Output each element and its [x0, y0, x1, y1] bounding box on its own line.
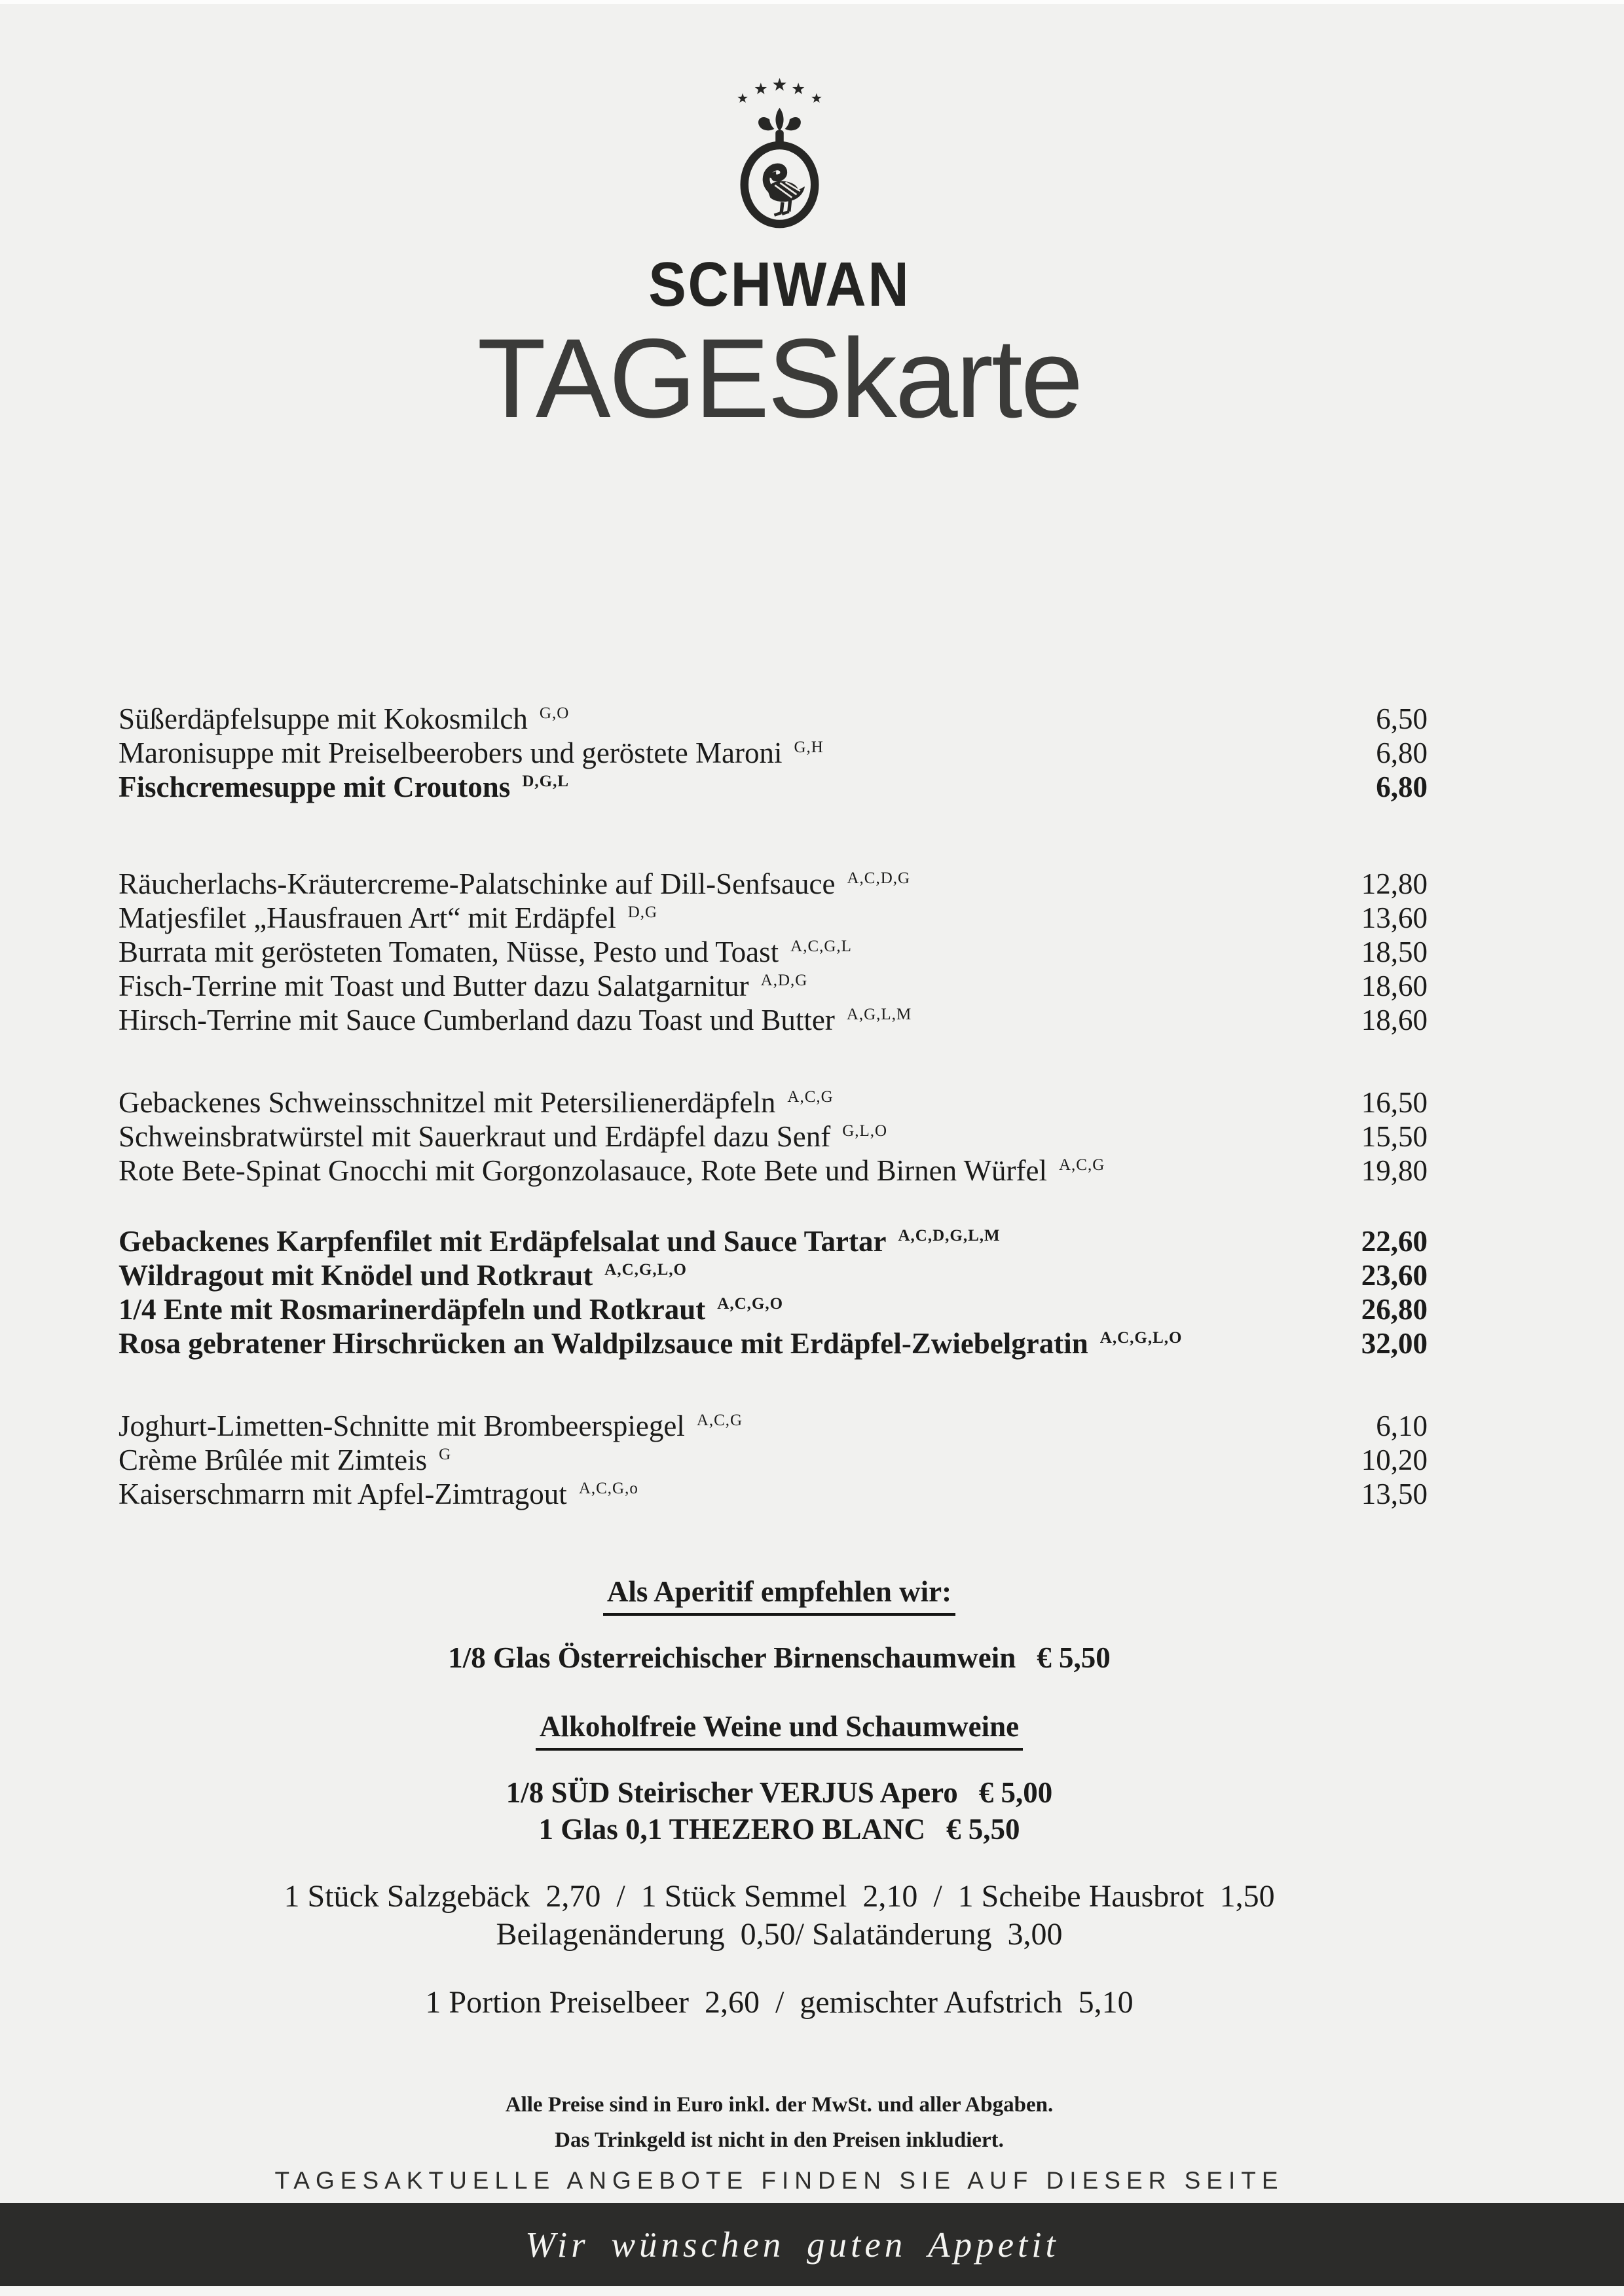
allergen-codes: A,C,G,L,O — [1099, 1328, 1183, 1347]
dish-price: 19,80 — [1361, 1154, 1428, 1187]
dish-name: Matjesfilet „Hausfrauen Art“ mit Erdäpfel — [119, 901, 616, 934]
dish-price: 16,50 — [1361, 1085, 1428, 1119]
extras-section — [0, 1878, 1559, 2022]
dish-price: 32,00 — [1361, 1326, 1428, 1360]
allergen-codes: A,C,D,G — [847, 869, 911, 887]
dish-entry — [119, 1224, 1001, 1258]
dish-name: Crème Brûlée mit Zimteis — [119, 1443, 428, 1476]
dish-entry — [119, 1258, 687, 1292]
page-title — [0, 315, 1559, 441]
dish-name: Fischcremesuppe mit Croutons — [119, 770, 511, 803]
bottom-banner-text: Wir wünschen guten Appetit — [525, 2225, 1060, 2265]
allergen-codes: A,C,G — [1058, 1156, 1105, 1174]
bottom-banner — [0, 2203, 1624, 2286]
dish-name: Joghurt-Limetten-Schnitte mit Brombeerspiegel — [119, 1409, 685, 1442]
drink-line — [0, 1811, 1559, 1848]
price-note-2: Das Trinkgeld ist nicht in den Preisen inkludiert. — [555, 2128, 1004, 2152]
dish-entry — [119, 969, 807, 1003]
dish-price: 15,50 — [1361, 1120, 1428, 1153]
dish-name: Süßerdäpfelsuppe mit Kokosmilch — [119, 702, 528, 735]
header — [0, 0, 1559, 441]
dish-entry — [119, 935, 852, 969]
allergen-codes: G,L,O — [842, 1121, 888, 1140]
allergen-codes: A,C,G,L — [790, 937, 852, 955]
dish-price: 6,80 — [1376, 770, 1428, 803]
fleur-de-lis — [758, 108, 801, 145]
menu-section-soups — [0, 702, 1559, 804]
dish-name: Wildragout mit Knödel und Rotkraut — [119, 1258, 593, 1292]
drink-label: 1 Glas 0,1 THEZERO BLANC — [538, 1812, 926, 1846]
dish-price: 26,80 — [1361, 1292, 1428, 1326]
dish-price: 13,60 — [1361, 901, 1428, 934]
dish-price: 6,50 — [1376, 702, 1428, 735]
dish-entry — [119, 1085, 834, 1120]
menu-item-row — [0, 1292, 1559, 1326]
aperitif-list — [0, 1639, 1559, 1676]
dish-name: Rosa gebratener Hirschrücken an Waldpilzsauce mit Erdäpfel-Zwiebelgratin — [119, 1326, 1088, 1360]
scan-edge — [0, 2286, 1624, 2296]
dish-name: 1/4 Ente mit Rosmarinerdäpfeln und Rotkraut — [119, 1292, 706, 1326]
price-note-1: Alle Preise sind in Euro inkl. der MwSt. und aller Abgaben. — [505, 2092, 1054, 2117]
menu-item-row — [0, 1003, 1559, 1037]
menu-section-specials — [0, 1224, 1559, 1360]
dish-name: Schweinsbratwürstel mit Sauerkraut und Erdäpfel dazu Senf — [119, 1120, 831, 1153]
menu-item-row — [0, 969, 1559, 1003]
dish-entry — [119, 1409, 743, 1443]
allergen-codes: G,H — [794, 738, 824, 756]
dish-price: 18,50 — [1361, 935, 1428, 968]
drink-label: 1/8 SÜD Steirischer VERJUS Apero — [506, 1776, 958, 1809]
dish-name: Hirsch-Terrine mit Sauce Cumberland dazu Toast und Butter — [119, 1003, 835, 1036]
swan-crest-icon — [709, 77, 850, 247]
dish-price: 13,50 — [1361, 1477, 1428, 1510]
allergen-codes: A,C,G,O — [717, 1294, 784, 1313]
menu-item-row — [0, 1224, 1559, 1258]
dish-entry — [119, 901, 657, 935]
dish-name: Rote Bete-Spinat Gnocchi mit Gorgonzolasauce, Rote Bete und Birnen Würfel — [119, 1154, 1047, 1187]
dish-entry — [119, 1326, 1182, 1360]
aperitif-heading: Als Aperitif empfehlen wir: — [603, 1574, 955, 1616]
menu-item-row — [0, 1477, 1559, 1511]
alcohol-free-section — [0, 1709, 1559, 1848]
dish-price: 18,60 — [1361, 969, 1428, 1002]
menu — [0, 702, 1559, 1511]
alcohol-free-heading: Alkoholfreie Weine und Schaumweine — [536, 1709, 1023, 1751]
dish-price: 6,10 — [1376, 1409, 1428, 1442]
allergen-codes: A,D,G — [760, 971, 808, 989]
allergen-codes: A,C,G,L,O — [604, 1260, 687, 1279]
dish-entry — [119, 1477, 638, 1511]
menu-item-row — [0, 736, 1559, 770]
drink-line — [0, 1774, 1559, 1811]
brand-wrap — [0, 251, 1559, 318]
menu-item-row — [0, 901, 1559, 935]
allergen-codes: G,O — [539, 704, 570, 722]
extras-line: 1 Stück Salzgebäck 2,70 / 1 Stück Semmel 2,10 / 1 Scheibe Hausbrot 1,50 — [284, 1878, 1275, 1914]
dish-entry — [119, 770, 569, 804]
menu-item-row — [0, 1085, 1559, 1120]
dish-entry — [119, 1003, 912, 1037]
drink-label: 1/8 Glas Österreichischer Birnenschaumwein — [448, 1641, 1016, 1674]
dish-price: 10,20 — [1361, 1443, 1428, 1476]
allergen-codes: A,C,D,G,L,M — [898, 1226, 1001, 1245]
dish-name: Burrata mit gerösteten Tomaten, Nüsse, Pesto und Toast — [119, 935, 779, 968]
price-notes — [0, 2087, 1559, 2195]
menu-item-row — [0, 770, 1559, 804]
drink-line — [0, 1639, 1559, 1676]
stars — [737, 78, 821, 103]
drink-price: € 5,50 — [946, 1812, 1020, 1846]
dish-name: Gebackenes Karpfenfilet mit Erdäpfelsalat und Sauce Tartar — [119, 1224, 887, 1258]
allergen-codes: A,C,G — [696, 1411, 743, 1429]
page-title-upper: TAGES — [477, 315, 841, 441]
dish-entry — [119, 867, 910, 901]
allergen-codes: A,C,G — [787, 1087, 834, 1106]
allergen-codes: D,G — [627, 903, 658, 921]
menu-section-desserts — [0, 1409, 1559, 1511]
dish-name: Räucherlachs-Kräutercreme-Palatschinke auf Dill-Senfsauce — [119, 867, 836, 900]
daily-offers-banner: TAGESAKTUELLE ANGEBOTE FINDEN SIE AUF DIESER SEITE — [274, 2166, 1284, 2194]
allergen-codes: A,G,L,M — [846, 1005, 912, 1023]
drink-price: € 5,50 — [1037, 1641, 1111, 1674]
dish-name: Fisch-Terrine mit Toast und Butter dazu Salatgarnitur — [119, 969, 749, 1002]
dish-entry — [119, 1154, 1105, 1188]
menu-item-row — [0, 702, 1559, 736]
allergen-codes: D,G,L — [522, 772, 570, 790]
dish-entry — [119, 736, 824, 770]
brand-name: SCHWAN — [648, 249, 911, 319]
allergen-codes: A,C,G,o — [578, 1479, 638, 1497]
menu-item-row — [0, 1443, 1559, 1477]
extras-line: Beilagenänderung 0,50/ Salatänderung 3,00 — [496, 1916, 1063, 1952]
swan — [765, 167, 805, 215]
drink-price: € 5,00 — [978, 1776, 1053, 1809]
dish-name: Gebackenes Schweinsschnitzel mit Petersilienerdäpfeln — [119, 1085, 776, 1119]
dish-name: Maronisuppe mit Preiselbeerobers und geröstete Maroni — [119, 736, 783, 769]
dish-entry — [119, 1292, 783, 1326]
aperitif-section — [0, 1574, 1559, 1676]
dish-price: 6,80 — [1376, 736, 1428, 769]
allergen-codes: G — [439, 1445, 452, 1463]
menu-item-row — [0, 1258, 1559, 1292]
menu-item-row — [0, 1154, 1559, 1188]
dish-price: 18,60 — [1361, 1003, 1428, 1036]
menu-item-row — [0, 935, 1559, 969]
menu-item-row — [0, 867, 1559, 901]
dish-price: 22,60 — [1361, 1224, 1428, 1258]
menu-item-row — [0, 1409, 1559, 1443]
dish-name: Kaiserschmarrn mit Apfel-Zimtragout — [119, 1477, 567, 1510]
extras-line: 1 Portion Preiselbeer 2,60 / gemischter Aufstrich 5,10 — [425, 1984, 1134, 2020]
menu-item-row — [0, 1120, 1559, 1154]
alcohol-free-list — [0, 1774, 1559, 1848]
dish-price: 12,80 — [1361, 867, 1428, 900]
dish-price: 23,60 — [1361, 1258, 1428, 1292]
dish-entry — [119, 1443, 451, 1477]
page-title-lower: karte — [840, 315, 1082, 441]
dish-entry — [119, 1120, 887, 1154]
menu-section-starters — [0, 867, 1559, 1037]
dish-entry — [119, 702, 569, 736]
menu-item-row — [0, 1326, 1559, 1360]
menu-section-classic-mains — [0, 1085, 1559, 1188]
